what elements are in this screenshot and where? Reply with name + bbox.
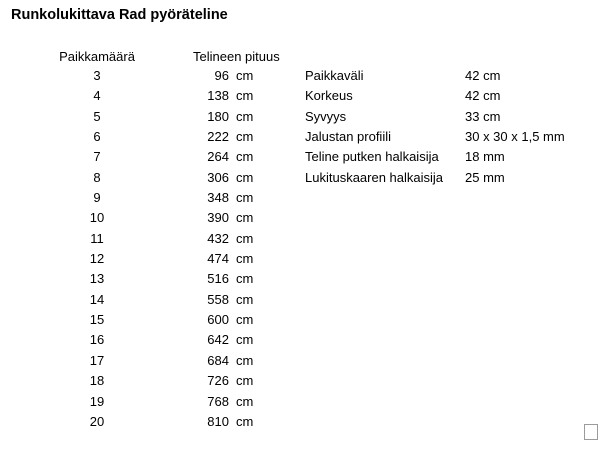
length-unit: cm (236, 393, 254, 409)
length-value: 516 (207, 271, 229, 287)
table-row (40, 208, 265, 228)
length-value: 600 (207, 312, 229, 328)
length-unit: cm (236, 108, 254, 124)
length-unit: cm (236, 291, 254, 307)
column-header-places: Paikkamäärä (59, 49, 135, 64)
places-value: 9 (93, 190, 101, 206)
spec-row (305, 66, 565, 86)
length-value: 684 (207, 352, 229, 368)
table-row (40, 351, 265, 371)
page-title: Runkolukittava Rad pyöräteline (11, 7, 228, 23)
length-unit: cm (236, 230, 254, 246)
spec-value: 42 cm (465, 88, 501, 104)
length-unit: cm (236, 332, 254, 348)
spec-value: 42 cm (465, 68, 501, 83)
table-row (40, 412, 265, 432)
table-row (40, 188, 265, 208)
length-value: 642 (207, 332, 229, 348)
empty-checkbox[interactable] (584, 424, 598, 440)
places-value: 15 (89, 312, 105, 328)
length-unit: cm (236, 210, 254, 226)
length-unit: cm (236, 190, 254, 206)
column-header-length: Telineen pituus (193, 49, 280, 64)
places-value: 7 (93, 149, 101, 165)
places-value: 11 (90, 230, 104, 246)
length-unit: cm (236, 169, 254, 185)
spec-label: Teline putken halkaisija (305, 149, 439, 165)
table-row (40, 66, 265, 86)
spec-row (305, 127, 565, 147)
length-unit: cm (236, 352, 254, 368)
length-unit: cm (236, 413, 254, 429)
length-value: 222 (207, 129, 229, 145)
table-row (40, 310, 265, 330)
table-row (40, 330, 265, 350)
length-unit: cm (236, 88, 254, 104)
spec-list (305, 66, 565, 188)
places-value: 5 (93, 108, 101, 124)
table-row (40, 290, 265, 310)
length-value: 390 (207, 210, 229, 226)
spec-label: Jalustan profiili (305, 129, 391, 145)
length-value: 138 (207, 88, 229, 104)
length-value: 474 (207, 251, 229, 267)
table-row (40, 147, 265, 167)
places-value: 14 (89, 291, 105, 307)
table-row (40, 371, 265, 391)
spec-row (305, 86, 565, 106)
length-unit: cm (236, 271, 254, 287)
places-value: 19 (89, 393, 105, 409)
places-value: 17 (89, 352, 105, 368)
table-row (40, 392, 265, 412)
spec-value: 25 mm (465, 169, 505, 185)
spec-row (305, 147, 565, 167)
spec-row (305, 107, 565, 127)
places-value: 13 (89, 271, 105, 287)
table-row (40, 249, 265, 269)
table-row (40, 168, 265, 188)
spec-row (305, 168, 565, 188)
length-unit: cm (236, 312, 254, 328)
table-row (40, 107, 265, 127)
length-value: 348 (207, 190, 229, 206)
table-row (40, 86, 265, 106)
length-value: 558 (207, 291, 229, 307)
length-unit: cm (236, 251, 254, 267)
spec-label: Lukituskaaren halkaisija (305, 169, 444, 185)
spec-value: 18 mm (465, 149, 505, 165)
size-table (40, 66, 265, 432)
length-value: 810 (207, 413, 229, 429)
length-unit: cm (236, 68, 254, 83)
places-value: 3 (93, 68, 101, 83)
length-value: 180 (207, 108, 229, 124)
spec-label: Korkeus (305, 88, 353, 104)
length-value: 264 (207, 149, 229, 165)
places-value: 10 (89, 210, 105, 226)
places-value: 18 (89, 373, 105, 389)
places-value: 8 (93, 169, 101, 185)
table-row (40, 229, 265, 249)
length-value: 306 (207, 169, 229, 185)
table-row (40, 127, 265, 147)
places-value: 12 (89, 251, 105, 267)
length-unit: cm (236, 149, 254, 165)
spec-label: Syvyys (305, 108, 347, 124)
table-row (40, 269, 265, 289)
spec-value: 30 x 30 x 1,5 mm (465, 129, 565, 145)
places-value: 20 (89, 413, 105, 429)
spec-label: Paikkaväli (305, 68, 364, 83)
length-value: 432 (207, 230, 229, 246)
length-unit: cm (236, 373, 254, 389)
length-value: 726 (207, 373, 229, 389)
length-value: 768 (207, 393, 229, 409)
places-value: 6 (93, 129, 101, 145)
spec-value: 33 cm (465, 108, 501, 124)
places-value: 4 (93, 88, 101, 104)
places-value: 16 (89, 332, 105, 348)
length-value: 96 (214, 68, 229, 83)
length-unit: cm (236, 129, 254, 145)
